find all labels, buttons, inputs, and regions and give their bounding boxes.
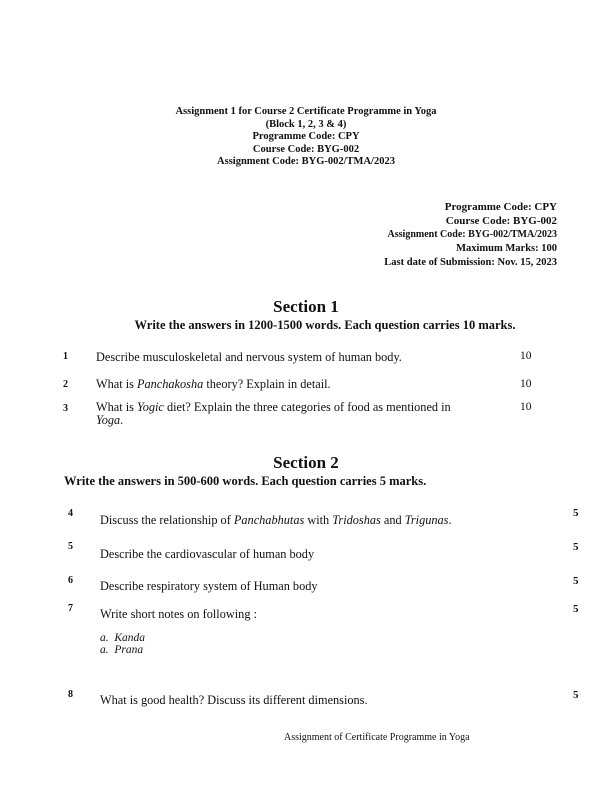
question-text: What is Panchakosha theory? Explain in detail. — [96, 377, 331, 391]
question-text: Discuss the relationship of Panchabhutas with Tridoshas and Trigunas. — [100, 513, 452, 527]
question-number: 3 — [63, 403, 68, 414]
question-number: 4 — [68, 508, 73, 519]
emphasis: Trigunas — [404, 513, 449, 527]
question-text: Write short notes on following : — [100, 607, 257, 621]
header-programme-code: Programme Code: CPY — [252, 131, 360, 143]
question-number: 7 — [68, 603, 73, 614]
header-course-code: Course Code: BYG-002 — [252, 143, 360, 155]
info-max-marks: Maximum Marks: 100 — [456, 243, 557, 254]
question-number: 2 — [63, 379, 68, 390]
section-2-instruction: Write the answers in 500-600 words. Each question carries 5 marks. — [64, 474, 427, 488]
document-header — [0, 106, 612, 169]
question-marks: 5 — [573, 507, 579, 519]
question-marks: 5 — [573, 603, 579, 615]
question-number: 1 — [63, 351, 68, 362]
question-text: What is Yogic diet? Explain the three categories of food as mentioned in Yoga. — [96, 400, 451, 427]
section-1-title: Section 1 — [273, 297, 339, 316]
emphasis: Yoga — [96, 412, 121, 427]
header-assignment-code: Assignment Code: BYG-002/TMA/2023 — [217, 156, 395, 168]
section-2-title: Section 2 — [273, 453, 339, 472]
question-marks: 10 — [520, 350, 532, 362]
question-marks: 5 — [573, 575, 579, 587]
info-assignment-code: Assignment Code: BYG-002/TMA/2023 — [387, 229, 557, 240]
question-text: Describe respiratory system of Human body — [100, 579, 318, 593]
sub-item: a. Prana — [100, 644, 144, 656]
question-marks: 5 — [573, 541, 579, 553]
question-marks: 10 — [520, 378, 532, 390]
emphasis: Yogic — [136, 400, 164, 414]
question-text: Describe musculoskeletal and nervous system of human body. — [96, 350, 402, 364]
emphasis: Panchakosha — [136, 377, 204, 391]
assignment-info — [384, 200, 557, 270]
question-text: What is good health? Discuss its different dimensions. — [100, 693, 368, 707]
info-course-code: Course Code: BYG-002 — [445, 215, 557, 227]
question-number: 8 — [68, 689, 73, 700]
info-programme-code: Programme Code: CPY — [444, 201, 557, 213]
sub-item: a. Kanda — [100, 632, 146, 644]
question-number: 5 — [68, 541, 73, 552]
emphasis: Panchabhutas — [233, 513, 305, 527]
question-marks: 10 — [520, 401, 532, 413]
header-title: Assignment 1 for Course 2 Certificate Programme in Yoga — [175, 106, 437, 117]
question-number: 6 — [68, 575, 73, 586]
info-last-date: Last date of Submission: Nov. 15, 2023 — [384, 257, 557, 268]
emphasis: Tridoshas — [332, 513, 381, 527]
question-marks: 5 — [573, 689, 579, 701]
page-footer: Assignment of Certificate Programme in Yoga — [284, 732, 470, 743]
header-blocks: (Block 1, 2, 3 & 4) — [265, 118, 347, 130]
section-1-instruction: Write the answers in 1200-1500 words. Each question carries 10 marks. — [134, 318, 516, 332]
question-text: Describe the cardiovascular of human body — [100, 547, 315, 561]
